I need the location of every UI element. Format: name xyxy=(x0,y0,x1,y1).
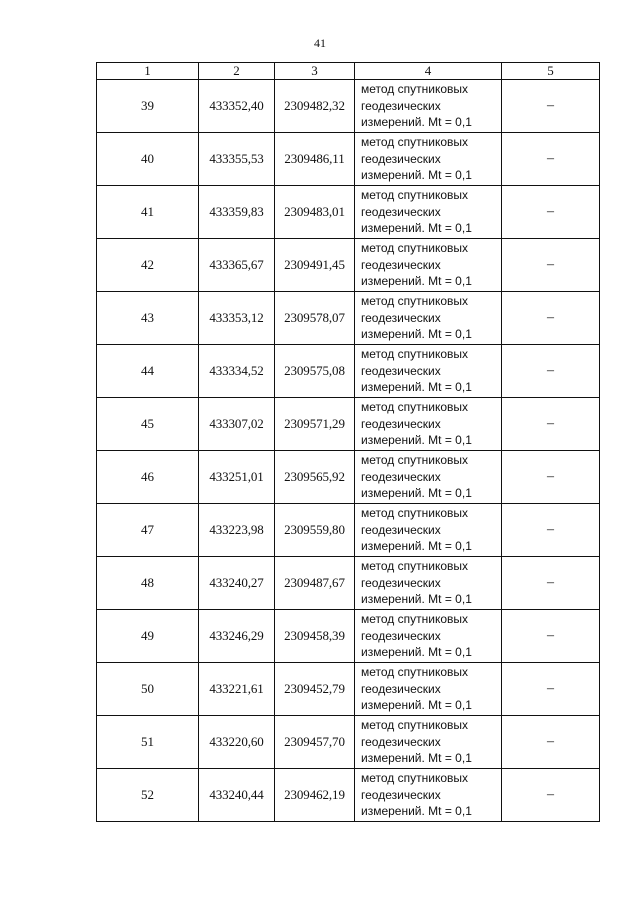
y-coordinate-cell: 2309486,11 xyxy=(275,133,355,186)
method-text-line: геодезических xyxy=(361,522,441,537)
y-coordinate-cell: 2309559,80 xyxy=(275,504,355,557)
y-coordinate-cell: 2309575,08 xyxy=(275,345,355,398)
method-cell xyxy=(355,769,502,822)
method-text-line: геодезических xyxy=(361,734,441,749)
method-text-line: геодезических xyxy=(361,416,441,431)
method-text-line: геодезических xyxy=(361,151,441,166)
point-number-cell: 50 xyxy=(97,663,199,716)
column-5-cell: – xyxy=(502,239,600,292)
method-text-line: измерений. Mt = 0,1 xyxy=(361,433,472,448)
x-coordinate-cell: 433240,44 xyxy=(199,769,275,822)
point-number-cell: 52 xyxy=(97,769,199,822)
method-text-line: метод спутниковых xyxy=(361,82,469,97)
method-cell xyxy=(355,239,502,292)
method-cell xyxy=(355,186,502,239)
column-5-cell: – xyxy=(502,133,600,186)
method-text-line: метод спутниковых xyxy=(361,135,469,150)
method-text-line: измерений. Mt = 0,1 xyxy=(361,486,472,501)
table-row xyxy=(97,557,600,610)
method-text-line: измерений. Mt = 0,1 xyxy=(361,327,472,342)
table-row xyxy=(97,769,600,822)
method-text-line: метод спутниковых xyxy=(361,506,469,521)
point-number-cell: 39 xyxy=(97,80,199,133)
method-text-line: измерений. Mt = 0,1 xyxy=(361,751,472,766)
method-text-line: метод спутниковых xyxy=(361,771,469,786)
method-text-line: геодезических xyxy=(361,575,441,590)
column-header-1: 1 xyxy=(97,63,199,80)
method-cell xyxy=(355,292,502,345)
method-text-line: геодезических xyxy=(361,469,441,484)
x-coordinate-cell: 433352,40 xyxy=(199,80,275,133)
point-number-cell: 42 xyxy=(97,239,199,292)
method-text-line: метод спутниковых xyxy=(361,188,469,203)
method-text-line: измерений. Mt = 0,1 xyxy=(361,804,472,819)
method-cell xyxy=(355,345,502,398)
method-cell xyxy=(355,663,502,716)
column-header-2: 2 xyxy=(199,63,275,80)
page-number: 41 xyxy=(314,36,326,50)
x-coordinate-cell: 433251,01 xyxy=(199,451,275,504)
method-text-line: метод спутниковых xyxy=(361,718,469,733)
x-coordinate-cell: 433220,60 xyxy=(199,716,275,769)
column-5-cell: – xyxy=(502,292,600,345)
x-coordinate-cell: 433353,12 xyxy=(199,292,275,345)
method-text-line: геодезических xyxy=(361,628,441,643)
method-cell xyxy=(355,716,502,769)
method-text-line: измерений. Mt = 0,1 xyxy=(361,168,472,183)
method-text-line: геодезических xyxy=(361,257,441,272)
method-cell xyxy=(355,610,502,663)
column-5-cell: – xyxy=(502,398,600,451)
x-coordinate-cell: 433246,29 xyxy=(199,610,275,663)
x-coordinate-cell: 433223,98 xyxy=(199,504,275,557)
y-coordinate-cell: 2309487,67 xyxy=(275,557,355,610)
method-text-line: измерений. Mt = 0,1 xyxy=(361,645,472,660)
method-cell xyxy=(355,133,502,186)
column-5-cell: – xyxy=(502,504,600,557)
method-cell xyxy=(355,451,502,504)
table-row xyxy=(97,610,600,663)
point-number-cell: 48 xyxy=(97,557,199,610)
table-body xyxy=(97,80,600,822)
x-coordinate-cell: 433240,27 xyxy=(199,557,275,610)
table-header-row xyxy=(97,63,600,80)
table-row xyxy=(97,663,600,716)
table-row xyxy=(97,80,600,133)
point-number-cell: 51 xyxy=(97,716,199,769)
column-5-cell: – xyxy=(502,451,600,504)
y-coordinate-cell: 2309452,79 xyxy=(275,663,355,716)
method-text-line: метод спутниковых xyxy=(361,453,469,468)
x-coordinate-cell: 433365,67 xyxy=(199,239,275,292)
method-text-line: геодезических xyxy=(361,204,441,219)
point-number-cell: 49 xyxy=(97,610,199,663)
y-coordinate-cell: 2309571,29 xyxy=(275,398,355,451)
table-row xyxy=(97,345,600,398)
point-number-cell: 43 xyxy=(97,292,199,345)
method-text-line: метод спутниковых xyxy=(361,241,469,256)
method-text-line: измерений. Mt = 0,1 xyxy=(361,592,472,607)
column-header-4: 4 xyxy=(355,63,502,80)
method-text-line: метод спутниковых xyxy=(361,612,469,627)
method-text-line: метод спутниковых xyxy=(361,559,469,574)
x-coordinate-cell: 433221,61 xyxy=(199,663,275,716)
column-header-3: 3 xyxy=(275,63,355,80)
point-number-cell: 44 xyxy=(97,345,199,398)
point-number-cell: 47 xyxy=(97,504,199,557)
method-cell xyxy=(355,80,502,133)
column-5-cell: – xyxy=(502,610,600,663)
x-coordinate-cell: 433307,02 xyxy=(199,398,275,451)
y-coordinate-cell: 2309483,01 xyxy=(275,186,355,239)
method-text-line: измерений. Mt = 0,1 xyxy=(361,539,472,554)
x-coordinate-cell: 433334,52 xyxy=(199,345,275,398)
method-text-line: метод спутниковых xyxy=(361,294,469,309)
method-cell xyxy=(355,557,502,610)
method-text-line: метод спутниковых xyxy=(361,347,469,362)
method-text-line: геодезических xyxy=(361,98,441,113)
point-number-cell: 46 xyxy=(97,451,199,504)
column-5-cell: – xyxy=(502,80,600,133)
x-coordinate-cell: 433359,83 xyxy=(199,186,275,239)
method-text-line: измерений. Mt = 0,1 xyxy=(361,698,472,713)
y-coordinate-cell: 2309491,45 xyxy=(275,239,355,292)
column-5-cell: – xyxy=(502,345,600,398)
method-text-line: измерений. Mt = 0,1 xyxy=(361,380,472,395)
column-header-5: 5 xyxy=(502,63,600,80)
table-row xyxy=(97,451,600,504)
y-coordinate-cell: 2309578,07 xyxy=(275,292,355,345)
y-coordinate-cell: 2309458,39 xyxy=(275,610,355,663)
method-text-line: метод спутниковых xyxy=(361,665,469,680)
column-5-cell: – xyxy=(502,663,600,716)
method-text-line: измерений. Mt = 0,1 xyxy=(361,274,472,289)
y-coordinate-cell: 2309457,70 xyxy=(275,716,355,769)
column-5-cell: – xyxy=(502,716,600,769)
method-text-line: измерений. Mt = 0,1 xyxy=(361,221,472,236)
method-cell xyxy=(355,398,502,451)
column-5-cell: – xyxy=(502,557,600,610)
method-text-line: геодезических xyxy=(361,310,441,325)
method-text-line: геодезических xyxy=(361,681,441,696)
table-row xyxy=(97,133,600,186)
method-text-line: геодезических xyxy=(361,363,441,378)
point-number-cell: 45 xyxy=(97,398,199,451)
point-number-cell: 41 xyxy=(97,186,199,239)
method-text-line: измерений. Mt = 0,1 xyxy=(361,115,472,130)
point-number-cell: 40 xyxy=(97,133,199,186)
method-cell xyxy=(355,504,502,557)
column-5-cell: – xyxy=(502,769,600,822)
coordinates-table xyxy=(96,62,600,822)
column-5-cell: – xyxy=(502,186,600,239)
method-text-line: метод спутниковых xyxy=(361,400,469,415)
y-coordinate-cell: 2309565,92 xyxy=(275,451,355,504)
table-row xyxy=(97,186,600,239)
table-row xyxy=(97,504,600,557)
table-row xyxy=(97,292,600,345)
table-row xyxy=(97,716,600,769)
y-coordinate-cell: 2309462,19 xyxy=(275,769,355,822)
table-row xyxy=(97,398,600,451)
method-text-line: геодезических xyxy=(361,787,441,802)
table-row xyxy=(97,239,600,292)
y-coordinate-cell: 2309482,32 xyxy=(275,80,355,133)
x-coordinate-cell: 433355,53 xyxy=(199,133,275,186)
